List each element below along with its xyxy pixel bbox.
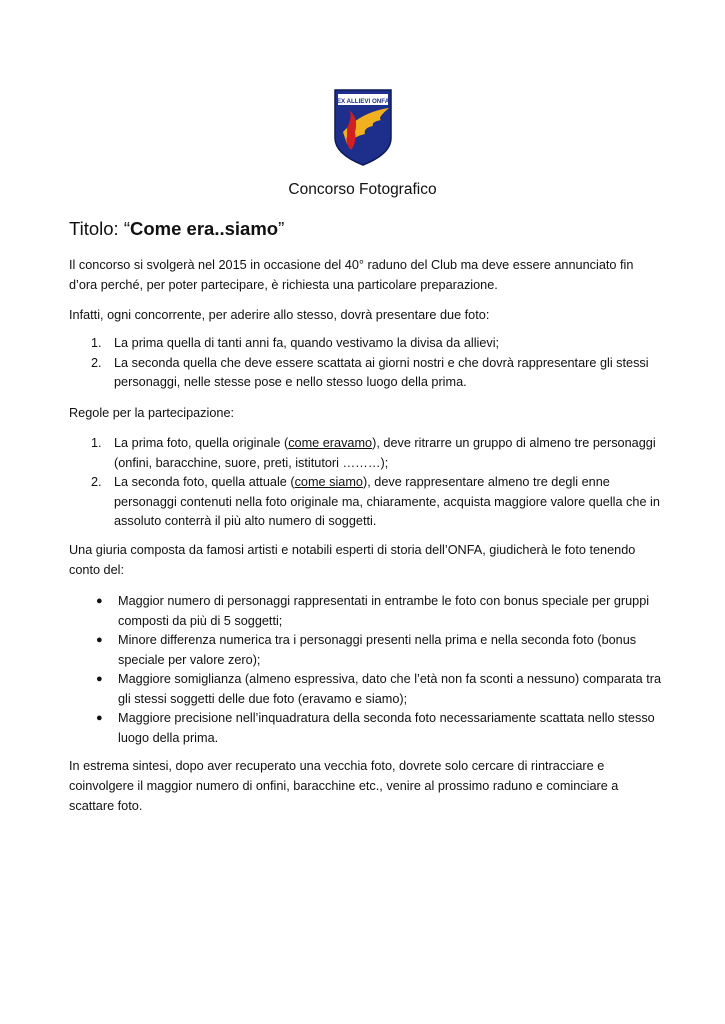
list-text: La seconda quella che deve essere scattata ai giorni nostri e che dovrà rappresentare gli stessi personaggi, nelle stesse pose e nello stesso luogo della prima. xyxy=(114,355,649,389)
rule-text-before: La prima foto, quella originale ( xyxy=(114,436,289,450)
photos-list xyxy=(69,334,664,393)
list-number: 1. xyxy=(91,436,102,450)
shield-emblem-icon xyxy=(333,88,393,166)
list-text: La prima quella di tanti anni fa, quando vestivamo la divisa da allievi; xyxy=(114,336,500,350)
bullet-icon: ● xyxy=(96,712,103,724)
list-text: Maggiore precisione nell’inquadratura della seconda foto necessariamente scattata nello stesso luogo della prima. xyxy=(118,711,655,745)
club-logo xyxy=(333,88,393,166)
rule-text-before: La seconda foto, quella attuale ( xyxy=(114,475,295,489)
list-item xyxy=(69,592,664,631)
list-item xyxy=(69,334,664,354)
rule-text-after: ), deve ritrarre un gruppo di almeno tre personaggi (onfini, baracchine, suore, preti, istitutori ………); xyxy=(114,436,656,470)
list-item xyxy=(69,473,664,532)
list-number: 2. xyxy=(91,355,102,370)
bullet-icon: ● xyxy=(96,595,103,607)
list-item xyxy=(69,670,664,709)
logo-text: EX ALLIEVI ONFA xyxy=(336,98,390,105)
list-text: Maggiore somiglianza (almeno espressiva, dato che l’età non fa sconti a nessuno) comparata tra gli stessi soggetti delle due foto (eravamo e siamo); xyxy=(118,672,662,706)
criteria-list xyxy=(69,592,664,748)
list-number: 1. xyxy=(91,336,102,350)
bullet-icon: ● xyxy=(96,634,103,646)
rules-list xyxy=(69,434,664,532)
document-title xyxy=(69,218,284,240)
rule-text-after: ), deve rappresentare almeno tre degli enne personaggi contenuti nella foto originale ma, chiaramente, acquista maggiore valore quella che in assoluto conterrà il più alto numero di soggetti. xyxy=(114,475,660,528)
title-prefix: Titolo: “ xyxy=(69,218,130,239)
list-item xyxy=(69,631,664,670)
title-bold: Come era..siamo xyxy=(130,218,279,239)
list-item xyxy=(69,434,664,473)
list-text: Minore differenza numerica tra i personaggi presenti nella prima e nella seconda foto (bonus speciale per valore zero); xyxy=(118,633,637,667)
title-suffix: ” xyxy=(278,218,285,239)
list-item xyxy=(69,709,664,748)
jury-paragraph: Una giuria composta da famosi artisti e notabili esperti di storia dell’ONFA, giudicherà le foto tenendo conto del: xyxy=(69,543,636,577)
document-subtitle: Concorso Fotografico xyxy=(288,181,437,198)
rule-underlined-text: come eravamo xyxy=(288,436,373,450)
list-text: Maggior numero di personaggi rappresentati in entrambe le foto con bonus speciale per gruppi composti da più di 5 soggetti; xyxy=(118,594,650,628)
rules-intro: Regole per la partecipazione: xyxy=(69,406,235,420)
conclusion-paragraph: In estrema sintesi, dopo aver recuperato una vecchia foto, dovrete solo cercare di rintracciare e coinvolgere il maggior numero di onfini, baracchine etc., venire al prossimo raduno e cominciare a scattare foto. xyxy=(69,759,619,813)
list-item xyxy=(69,354,664,393)
photos-intro: Infatti, ogni concorrente, per aderire allo stesso, dovrà presentare due foto: xyxy=(69,308,490,322)
list-number: 2. xyxy=(91,475,102,489)
bullet-icon: ● xyxy=(96,673,103,685)
intro-paragraph: Il concorso si svolgerà nel 2015 in occasione del 40° raduno del Club ma deve essere annunciato fin d’ora perché, per poter partecipare, è richiesta una particolare preparazione. xyxy=(69,258,634,292)
rule-underlined-text: come siamo xyxy=(294,475,363,489)
